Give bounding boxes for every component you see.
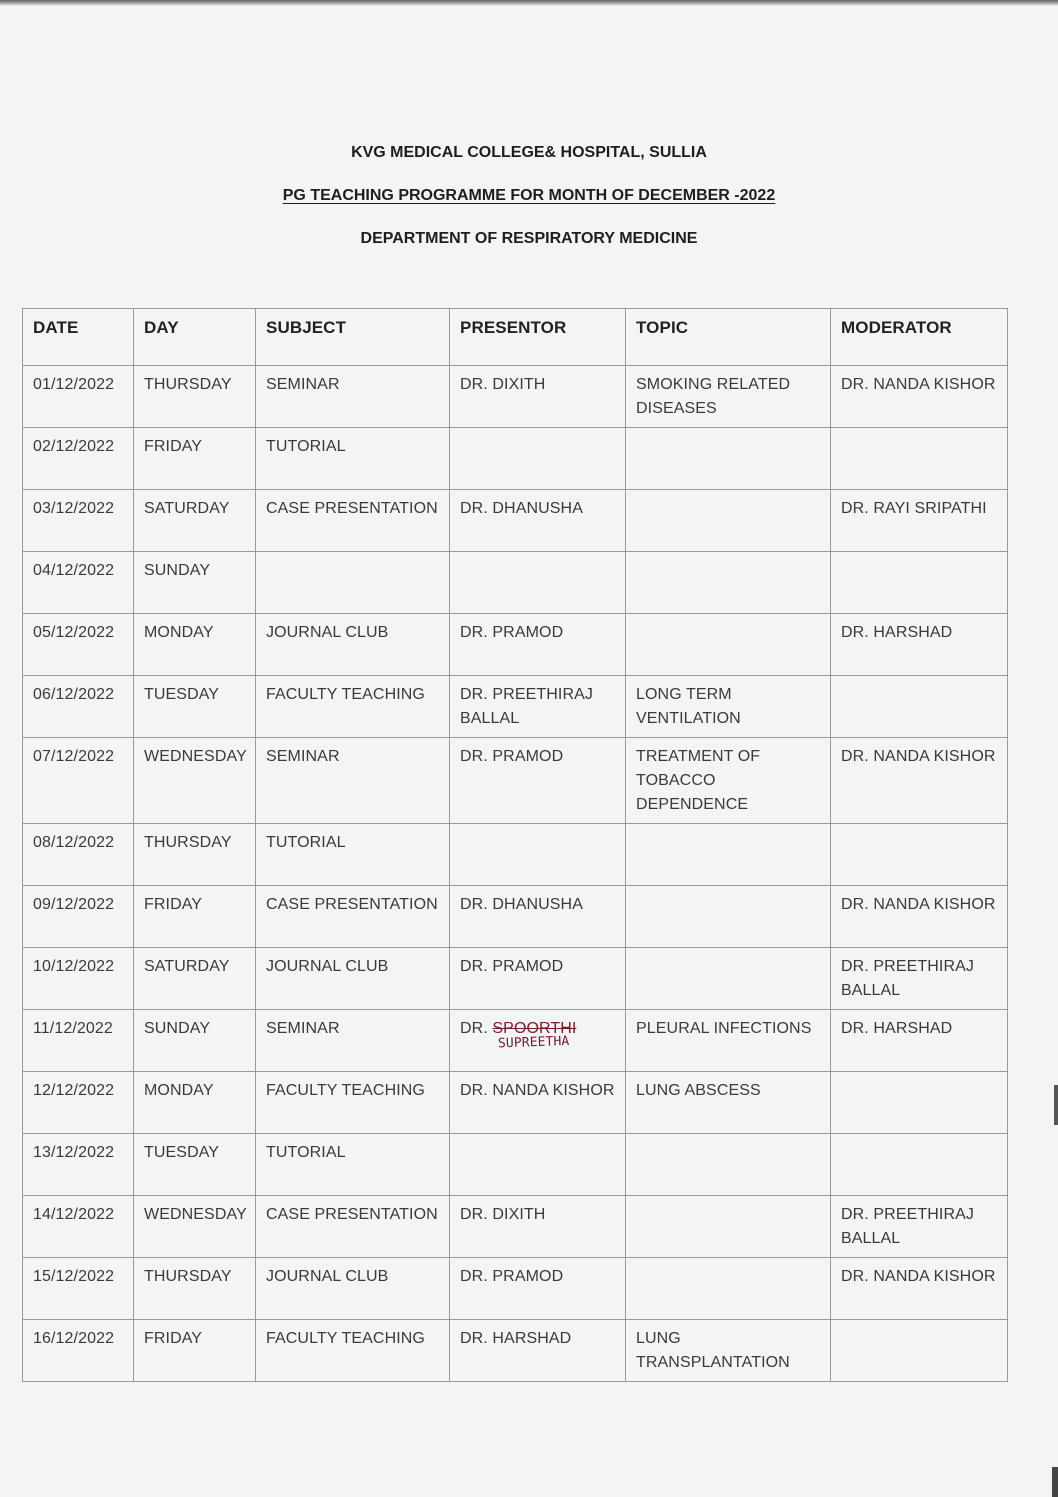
cell-presentor: [450, 1010, 626, 1072]
cell-moderator: DR. PREETHIRAJ BALLAL: [831, 948, 1008, 1010]
header-date: DATE: [23, 309, 134, 366]
institution-title: KVG MEDICAL COLLEGE& HOSPITAL, SULLIA: [351, 144, 707, 161]
cell-topic: [626, 1196, 831, 1258]
cell-date: 08/12/2022: [23, 824, 134, 886]
handwritten-correction: SUPREETHA: [497, 1033, 570, 1052]
cell-presentor: DR. PRAMOD: [450, 738, 626, 824]
cell-day: THURSDAY: [134, 1258, 256, 1320]
cell-date: 11/12/2022: [23, 1010, 134, 1072]
cell-date: 13/12/2022: [23, 1134, 134, 1196]
cell-subject: JOURNAL CLUB: [256, 614, 450, 676]
cell-day: WEDNESDAY: [134, 1196, 256, 1258]
cell-day: TUESDAY: [134, 1134, 256, 1196]
cell-presentor: DR. DHANUSHA: [450, 886, 626, 948]
table-row: [23, 886, 1008, 948]
cell-topic: PLEURAL INFECTIONS: [626, 1010, 831, 1072]
table-row: [23, 824, 1008, 886]
programme-title: PG TEACHING PROGRAMME FOR MONTH OF DECEMBER -2022: [282, 187, 776, 204]
cell-moderator: DR. HARSHAD: [831, 1010, 1008, 1072]
cell-topic: [626, 428, 831, 490]
cell-day: TUESDAY: [134, 676, 256, 738]
cell-subject: SEMINAR: [256, 738, 450, 824]
cell-subject: CASE PRESENTATION: [256, 886, 450, 948]
department-title: DEPARTMENT OF RESPIRATORY MEDICINE: [360, 230, 698, 247]
cell-date: 05/12/2022: [23, 614, 134, 676]
cell-moderator: [831, 824, 1008, 886]
cell-day: SATURDAY: [134, 490, 256, 552]
table-row: [23, 490, 1008, 552]
cell-moderator: DR. NANDA KISHOR: [831, 1258, 1008, 1320]
header-subject: SUBJECT: [256, 309, 450, 366]
header-presentor: PRESENTOR: [450, 309, 626, 366]
cell-presentor: [450, 552, 626, 614]
teaching-schedule-table: [22, 308, 1008, 1382]
cell-day: SATURDAY: [134, 948, 256, 1010]
page-edge-right: [1054, 1085, 1058, 1125]
header-row: [23, 309, 1008, 366]
cell-moderator: DR. NANDA KISHOR: [831, 738, 1008, 824]
table-row: [23, 1258, 1008, 1320]
table-row: [23, 948, 1008, 1010]
cell-presentor: DR. DIXITH: [450, 1196, 626, 1258]
table-row: [23, 738, 1008, 824]
cell-presentor: DR. DHANUSHA: [450, 490, 626, 552]
cell-subject: JOURNAL CLUB: [256, 1258, 450, 1320]
cell-topic: [626, 948, 831, 1010]
cell-moderator: [831, 552, 1008, 614]
cell-topic: TREATMENT OF TOBACCO DEPENDENCE: [626, 738, 831, 824]
cell-subject: SEMINAR: [256, 1010, 450, 1072]
page-edge-bottom-right: [1052, 1467, 1058, 1497]
cell-presentor: DR. NANDA KISHOR: [450, 1072, 626, 1134]
table-row: [23, 614, 1008, 676]
cell-date: 02/12/2022: [23, 428, 134, 490]
cell-date: 01/12/2022: [23, 366, 134, 428]
cell-presentor: DR. PRAMOD: [450, 614, 626, 676]
cell-subject: CASE PRESENTATION: [256, 1196, 450, 1258]
cell-topic: [626, 614, 831, 676]
cell-day: MONDAY: [134, 614, 256, 676]
cell-day: FRIDAY: [134, 886, 256, 948]
cell-date: 14/12/2022: [23, 1196, 134, 1258]
cell-topic: [626, 824, 831, 886]
cell-moderator: [831, 428, 1008, 490]
cell-topic: [626, 490, 831, 552]
header-day: DAY: [134, 309, 256, 366]
cell-topic: LUNG TRANSPLANTATION: [626, 1320, 831, 1382]
cell-presentor: [450, 1134, 626, 1196]
struck-presentor-name: SPOORTHI: [492, 1020, 577, 1037]
header-moderator: MODERATOR: [831, 309, 1008, 366]
cell-date: 09/12/2022: [23, 886, 134, 948]
cell-subject: FACULTY TEACHING: [256, 1320, 450, 1382]
cell-date: 16/12/2022: [23, 1320, 134, 1382]
cell-moderator: DR. NANDA KISHOR: [831, 886, 1008, 948]
page-edge-top: [0, 0, 1058, 6]
cell-subject: TUTORIAL: [256, 1134, 450, 1196]
cell-topic: LONG TERM VENTILATION: [626, 676, 831, 738]
presentor-prefix: DR.: [460, 1020, 493, 1037]
cell-topic: [626, 886, 831, 948]
cell-day: FRIDAY: [134, 1320, 256, 1382]
cell-moderator: [831, 676, 1008, 738]
cell-topic: [626, 552, 831, 614]
cell-presentor: DR. HARSHAD: [450, 1320, 626, 1382]
cell-moderator: DR. PREETHIRAJ BALLAL: [831, 1196, 1008, 1258]
cell-date: 03/12/2022: [23, 490, 134, 552]
cell-subject: FACULTY TEACHING: [256, 1072, 450, 1134]
cell-day: THURSDAY: [134, 366, 256, 428]
table-row: [23, 1196, 1008, 1258]
table-row: [23, 366, 1008, 428]
cell-moderator: [831, 1134, 1008, 1196]
cell-topic: LUNG ABSCESS: [626, 1072, 831, 1134]
table-row: [23, 1134, 1008, 1196]
cell-moderator: DR. NANDA KISHOR: [831, 366, 1008, 428]
table-row: [23, 1010, 1008, 1072]
cell-moderator: DR. HARSHAD: [831, 614, 1008, 676]
cell-day: SUNDAY: [134, 552, 256, 614]
cell-day: WEDNESDAY: [134, 738, 256, 824]
cell-subject: TUTORIAL: [256, 824, 450, 886]
cell-topic: SMOKING RELATED DISEASES: [626, 366, 831, 428]
cell-date: 12/12/2022: [23, 1072, 134, 1134]
table-row: [23, 552, 1008, 614]
cell-date: 06/12/2022: [23, 676, 134, 738]
header-topic: TOPIC: [626, 309, 831, 366]
cell-date: 04/12/2022: [23, 552, 134, 614]
cell-subject: [256, 552, 450, 614]
cell-subject: SEMINAR: [256, 366, 450, 428]
cell-presentor: DR. PRAMOD: [450, 948, 626, 1010]
cell-day: THURSDAY: [134, 824, 256, 886]
table-row: [23, 1072, 1008, 1134]
cell-presentor: [450, 428, 626, 490]
cell-presentor: DR. DIXITH: [450, 366, 626, 428]
cell-moderator: [831, 1320, 1008, 1382]
cell-day: MONDAY: [134, 1072, 256, 1134]
table-row: [23, 1320, 1008, 1382]
cell-moderator: DR. RAYI SRIPATHI: [831, 490, 1008, 552]
cell-date: 15/12/2022: [23, 1258, 134, 1320]
cell-subject: JOURNAL CLUB: [256, 948, 450, 1010]
cell-subject: FACULTY TEACHING: [256, 676, 450, 738]
cell-subject: CASE PRESENTATION: [256, 490, 450, 552]
cell-presentor: [450, 824, 626, 886]
table-row: [23, 676, 1008, 738]
cell-moderator: [831, 1072, 1008, 1134]
cell-date: 07/12/2022: [23, 738, 134, 824]
cell-date: 10/12/2022: [23, 948, 134, 1010]
cell-topic: [626, 1258, 831, 1320]
table-row: [23, 428, 1008, 490]
cell-presentor: DR. PRAMOD: [450, 1258, 626, 1320]
cell-day: FRIDAY: [134, 428, 256, 490]
cell-topic: [626, 1134, 831, 1196]
cell-day: SUNDAY: [134, 1010, 256, 1072]
cell-subject: TUTORIAL: [256, 428, 450, 490]
cell-presentor: DR. PREETHIRAJ BALLAL: [450, 676, 626, 738]
